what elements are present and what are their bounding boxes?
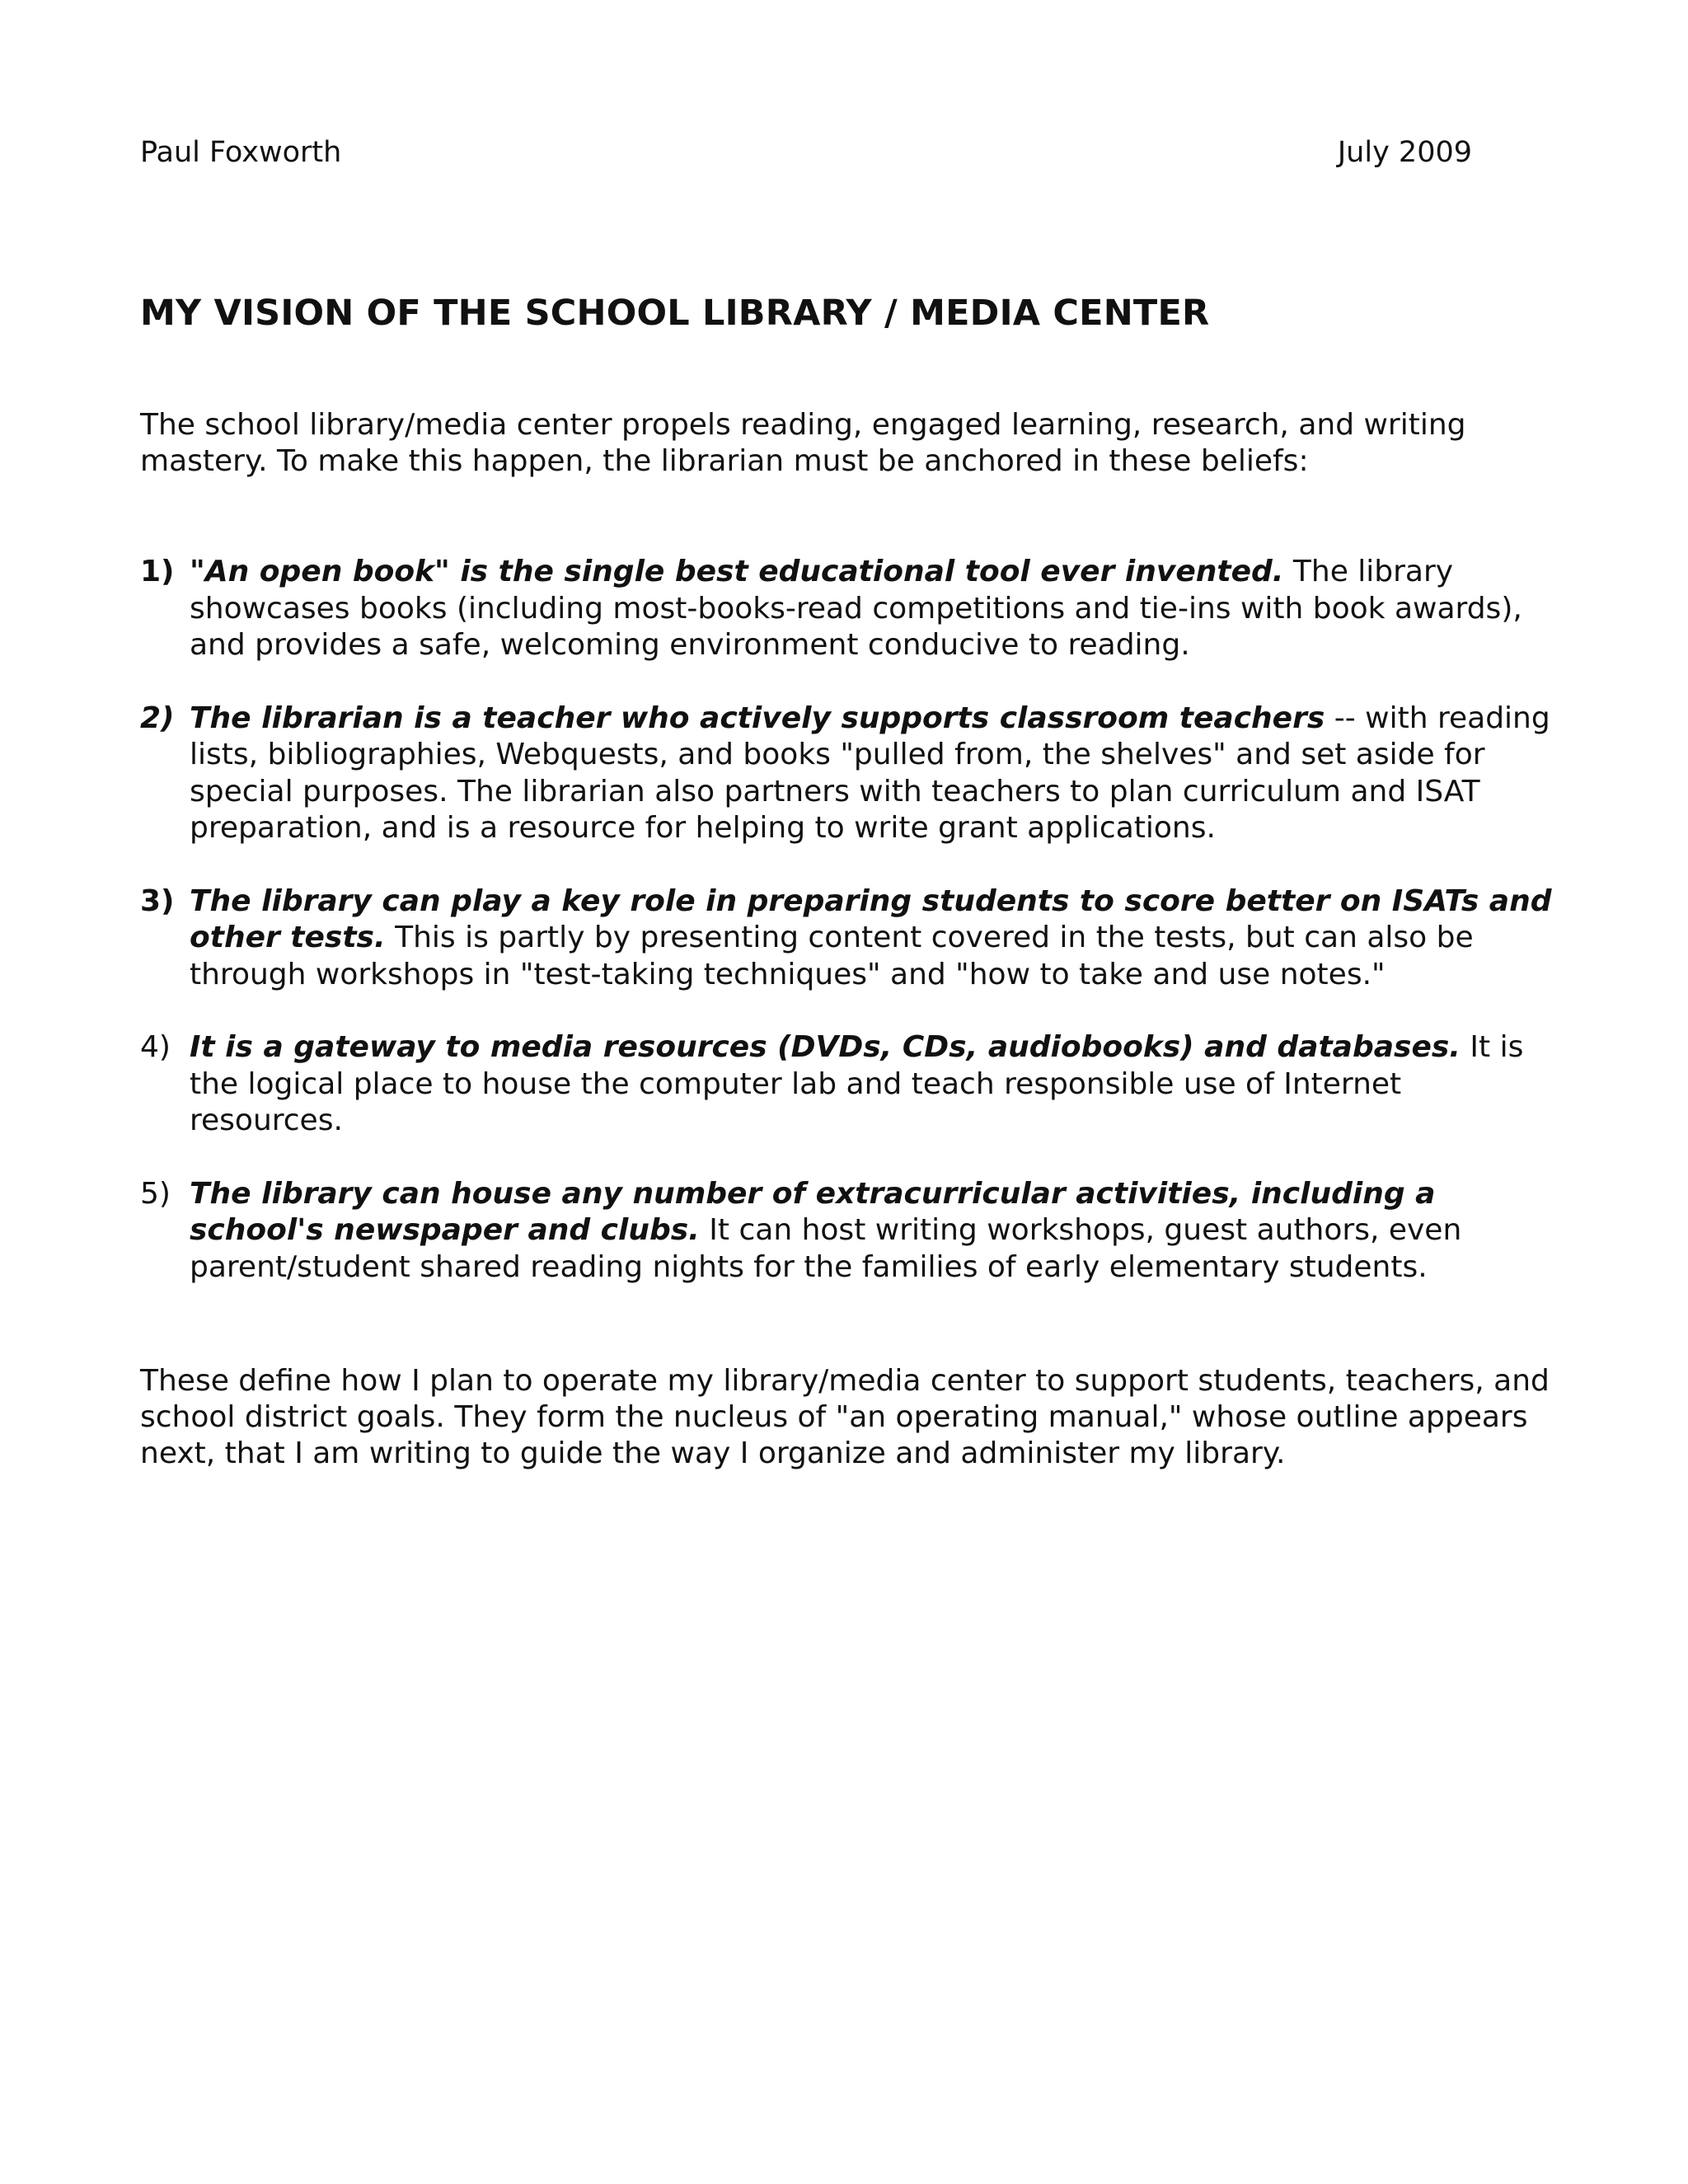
belief-number: 1)	[140, 555, 175, 588]
belief-body: -- with reading lists, bibliographies, Webquests, and books "pulled from, the shelves" and set aside for special purposes. The librarian also partners with teachers to plan curriculum and ISAT preparation, and is a resource for helping to write grant applications.	[190, 701, 1550, 845]
belief-number: 4)	[140, 1030, 171, 1064]
intro-paragraph: The school library/media center propels reading, engaged learning, research, and writing mastery. To make this happen, the librarian must be anchored in these beliefs:	[140, 408, 1466, 478]
author-name: Paul Foxworth	[140, 136, 342, 169]
belief-number: 5)	[140, 1176, 171, 1211]
belief-item-2	[140, 701, 1558, 847]
belief-number: 3)	[140, 883, 175, 918]
document-date: July 2009	[1337, 136, 1472, 169]
belief-lead: The librarian is a teacher who actively supports classroom teachers	[190, 701, 1325, 735]
belief-item-3	[140, 883, 1558, 994]
belief-lead: The library can play a key role in preparing students to score better on ISATs and other tests.	[190, 883, 1552, 954]
document-header	[140, 132, 1472, 173]
belief-body: It is the logical place to house the computer lab and teach responsible use of Internet resources.	[190, 1030, 1524, 1137]
belief-body: This is partly by presenting content covered in the tests, but can also be through workshops in "test-taking techniques" and "how to take and use notes."	[190, 921, 1474, 991]
belief-lead: It is a gateway to media resources (DVDs, CDs, audiobooks) and databases.	[190, 1030, 1461, 1064]
closing-paragraph: These define how I plan to operate my library/media center to support students, teachers, and school district goals. They form the nucleus of "an operating manual," whose outline appears next, that I am writing to guide the way I organize and administer my library.	[140, 1364, 1550, 1470]
belief-lead: "An open book" is the single best educational tool ever invented.	[190, 555, 1284, 588]
belief-number: 2)	[140, 701, 175, 735]
belief-body: It can host writing workshops, guest authors, even parent/student shared reading nights for the families of early elementary students.	[190, 1213, 1462, 1284]
belief-item-4	[140, 1029, 1558, 1140]
beliefs-list	[140, 554, 1558, 1322]
belief-item-1	[140, 554, 1558, 664]
page-title: MY VISION OF THE SCHOOL LIBRARY / MEDIA CENTER	[140, 293, 1210, 334]
belief-item-5	[140, 1176, 1558, 1286]
belief-lead: The library can house any number of extracurricular activities, including a school's newspaper and clubs.	[190, 1176, 1436, 1247]
belief-body: The library showcases books (including most-books-read competitions and tie-ins with book awards), and provides a safe, welcoming environment conducive to reading.	[190, 555, 1522, 662]
